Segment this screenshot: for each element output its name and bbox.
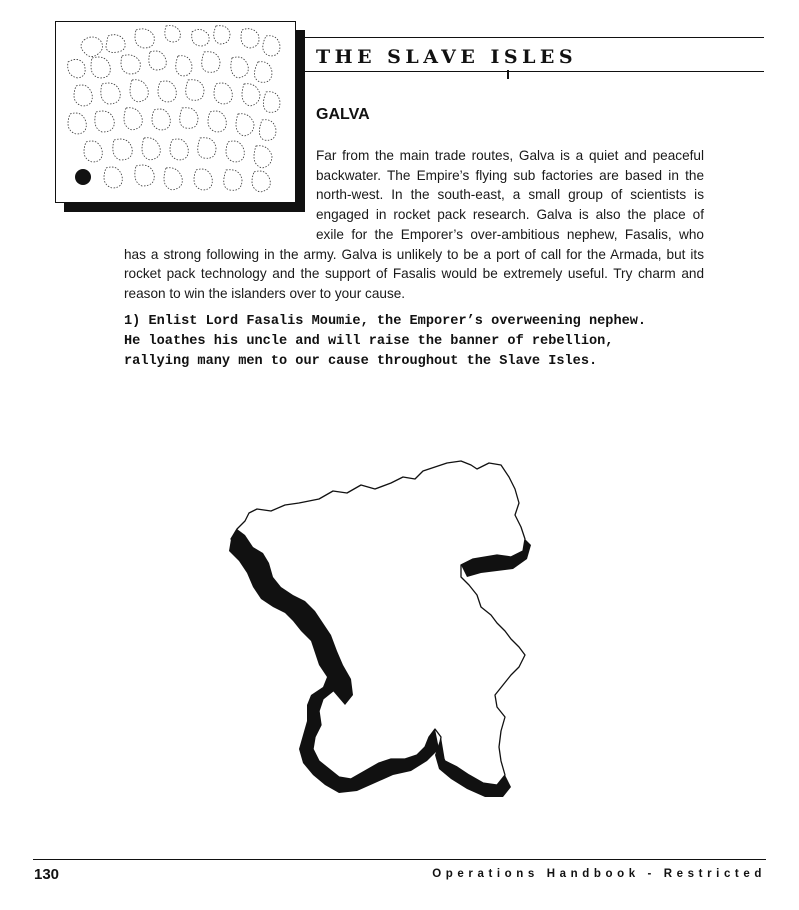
page-number: 130	[34, 866, 60, 883]
header-rule-top	[305, 37, 764, 38]
header-tick-mark	[507, 70, 509, 79]
header-rule-bottom	[305, 71, 764, 72]
body-paragraph: Far from the main trade routes, Galva is a quiet and peaceful backwater. The Empire’s flying sub factories are based in the north-west. In the south-east, a small group of scientists is engaged in rocket pack research. Galva is also the place of exile for the Emporer’s over-ambitious nephew, Fasalis, who has a strong following in the army. Galva is unlikely to be a port of call for the Armada, but its rocket pack technology and the support of Fasalis would be extremely useful. Try charm and reason to win the islanders over to your cause.	[124, 148, 704, 301]
footer-title: Operations Handbook - Restricted	[432, 868, 766, 880]
galva-island-map	[215, 455, 545, 805]
body-text-area	[124, 146, 704, 304]
objective-text: 1) Enlist Lord Fasalis Moumie, the Emporer’s overweening nephew. He loathes his uncle and will raise the banner of rebellion, rallying many men to our cause throughout the Slave Isles.	[124, 314, 647, 369]
chapter-title: THE SLAVE ISLES	[316, 46, 578, 68]
location-marker-icon	[75, 169, 91, 185]
map-wrap-spacer	[124, 146, 316, 226]
island-outline	[231, 461, 525, 785]
section-heading: GALVA	[316, 106, 370, 123]
footer-rule	[33, 859, 766, 860]
